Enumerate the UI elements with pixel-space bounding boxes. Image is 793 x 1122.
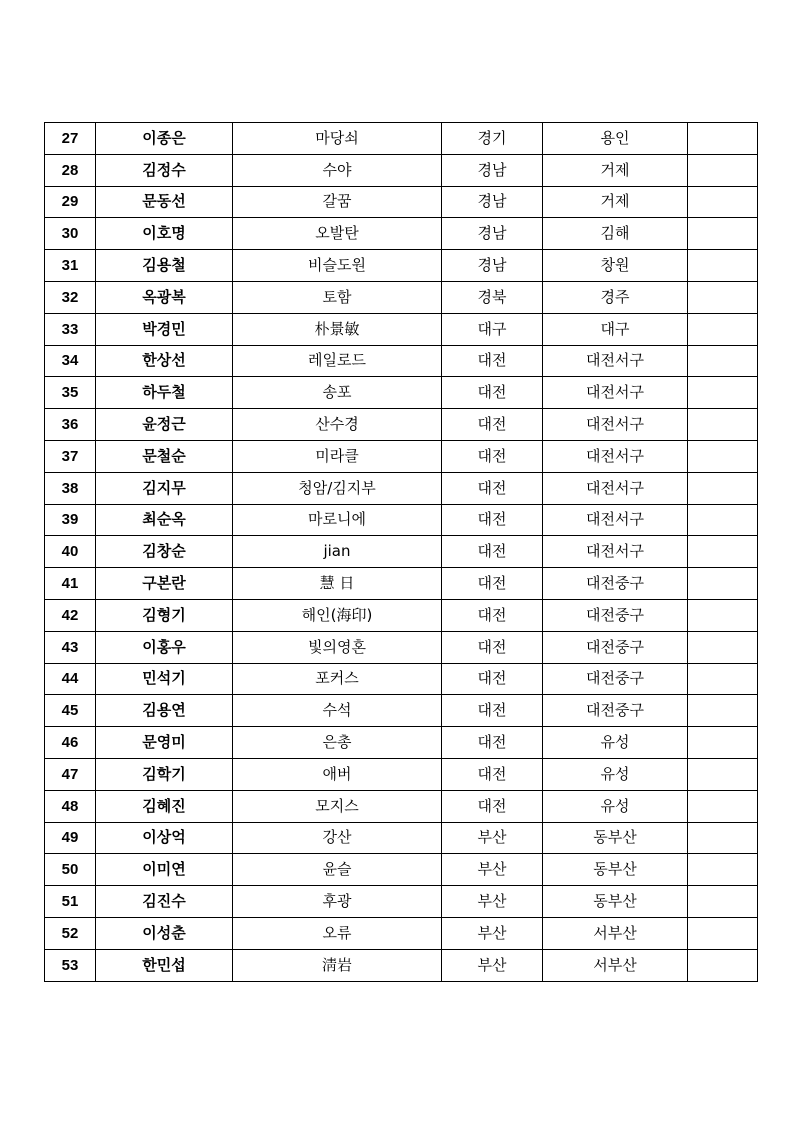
roster-sheet [44,122,758,982]
row-number-cell: 45 [45,695,96,727]
region-cell: 대전 [442,440,543,472]
city-cell: 대전서구 [543,377,688,409]
shop-name-cell: 오발탄 [233,218,442,250]
note-cell [688,536,758,568]
table-row [45,949,758,981]
table-row [45,727,758,759]
row-number-cell: 42 [45,599,96,631]
shop-name-cell: 慧 日 [233,568,442,600]
note-cell [688,281,758,313]
member-name-cell: 이성춘 [96,917,233,949]
member-name-cell: 문영미 [96,727,233,759]
table-row [45,123,758,155]
member-name-cell: 김정수 [96,154,233,186]
table-row [45,695,758,727]
shop-name-cell: jian [233,536,442,568]
region-cell: 경남 [442,186,543,218]
note-cell [688,790,758,822]
shop-name-cell: 淸岩 [233,949,442,981]
region-cell: 부산 [442,854,543,886]
city-cell: 유성 [543,758,688,790]
city-cell: 경주 [543,281,688,313]
city-cell: 대전서구 [543,440,688,472]
city-cell: 대전중구 [543,631,688,663]
city-cell: 서부산 [543,917,688,949]
note-cell [688,631,758,663]
row-number-cell: 29 [45,186,96,218]
shop-name-cell: 朴景敏 [233,313,442,345]
city-cell: 김해 [543,218,688,250]
row-number-cell: 47 [45,758,96,790]
table-row [45,854,758,886]
region-cell: 경기 [442,123,543,155]
member-name-cell: 이종은 [96,123,233,155]
roster-table [44,122,758,982]
member-name-cell: 김용연 [96,695,233,727]
city-cell: 대전서구 [543,345,688,377]
note-cell [688,123,758,155]
table-row [45,377,758,409]
shop-name-cell: 송포 [233,377,442,409]
city-cell: 유성 [543,727,688,759]
table-row [45,631,758,663]
table-row [45,790,758,822]
city-cell: 거제 [543,154,688,186]
note-cell [688,727,758,759]
member-name-cell: 최순옥 [96,504,233,536]
region-cell: 부산 [442,886,543,918]
note-cell [688,313,758,345]
region-cell: 대구 [442,313,543,345]
note-cell [688,345,758,377]
note-cell [688,663,758,695]
city-cell: 대전서구 [543,536,688,568]
table-row [45,345,758,377]
note-cell [688,377,758,409]
note-cell [688,472,758,504]
member-name-cell: 김용철 [96,250,233,282]
member-name-cell: 김진수 [96,886,233,918]
note-cell [688,218,758,250]
note-cell [688,154,758,186]
region-cell: 부산 [442,822,543,854]
table-row [45,250,758,282]
note-cell [688,758,758,790]
row-number-cell: 32 [45,281,96,313]
note-cell [688,822,758,854]
table-row [45,440,758,472]
table-row [45,186,758,218]
row-number-cell: 28 [45,154,96,186]
member-name-cell: 한민섭 [96,949,233,981]
shop-name-cell: 후광 [233,886,442,918]
region-cell: 대전 [442,695,543,727]
member-name-cell: 구본란 [96,568,233,600]
table-row [45,536,758,568]
city-cell: 대전중구 [543,599,688,631]
row-number-cell: 40 [45,536,96,568]
note-cell [688,599,758,631]
shop-name-cell: 수석 [233,695,442,727]
shop-name-cell: 미라클 [233,440,442,472]
member-name-cell: 이상억 [96,822,233,854]
region-cell: 대전 [442,345,543,377]
table-row [45,758,758,790]
member-name-cell: 이홍우 [96,631,233,663]
table-row [45,154,758,186]
region-cell: 대전 [442,599,543,631]
city-cell: 대전중구 [543,568,688,600]
row-number-cell: 50 [45,854,96,886]
member-name-cell: 김형기 [96,599,233,631]
note-cell [688,886,758,918]
region-cell: 대전 [442,504,543,536]
row-number-cell: 41 [45,568,96,600]
row-number-cell: 33 [45,313,96,345]
shop-name-cell: 비슬도원 [233,250,442,282]
member-name-cell: 하두철 [96,377,233,409]
city-cell: 창원 [543,250,688,282]
row-number-cell: 39 [45,504,96,536]
region-cell: 대전 [442,631,543,663]
row-number-cell: 34 [45,345,96,377]
table-row [45,917,758,949]
region-cell: 경남 [442,250,543,282]
note-cell [688,440,758,472]
roster-body [45,123,758,982]
city-cell: 동부산 [543,886,688,918]
city-cell: 거제 [543,186,688,218]
shop-name-cell: 레일로드 [233,345,442,377]
region-cell: 경남 [442,154,543,186]
table-row [45,218,758,250]
shop-name-cell: 마당쇠 [233,123,442,155]
row-number-cell: 35 [45,377,96,409]
city-cell: 대구 [543,313,688,345]
note-cell [688,409,758,441]
city-cell: 서부산 [543,949,688,981]
member-name-cell: 민석기 [96,663,233,695]
shop-name-cell: 애버 [233,758,442,790]
region-cell: 대전 [442,663,543,695]
member-name-cell: 윤정근 [96,409,233,441]
row-number-cell: 53 [45,949,96,981]
row-number-cell: 44 [45,663,96,695]
table-row [45,504,758,536]
region-cell: 대전 [442,790,543,822]
row-number-cell: 46 [45,727,96,759]
note-cell [688,949,758,981]
row-number-cell: 49 [45,822,96,854]
city-cell: 대전서구 [543,409,688,441]
member-name-cell: 이호명 [96,218,233,250]
note-cell [688,854,758,886]
member-name-cell: 김혜진 [96,790,233,822]
shop-name-cell: 해인(海印) [233,599,442,631]
row-number-cell: 43 [45,631,96,663]
member-name-cell: 옥광복 [96,281,233,313]
row-number-cell: 36 [45,409,96,441]
region-cell: 경남 [442,218,543,250]
shop-name-cell: 빛의영혼 [233,631,442,663]
note-cell [688,186,758,218]
shop-name-cell: 갈꿈 [233,186,442,218]
table-row [45,472,758,504]
row-number-cell: 37 [45,440,96,472]
region-cell: 대전 [442,409,543,441]
note-cell [688,568,758,600]
member-name-cell: 이미연 [96,854,233,886]
region-cell: 대전 [442,727,543,759]
shop-name-cell: 모지스 [233,790,442,822]
member-name-cell: 문동선 [96,186,233,218]
table-row [45,663,758,695]
region-cell: 대전 [442,758,543,790]
row-number-cell: 31 [45,250,96,282]
region-cell: 대전 [442,472,543,504]
region-cell: 대전 [442,536,543,568]
region-cell: 대전 [442,568,543,600]
member-name-cell: 김학기 [96,758,233,790]
shop-name-cell: 포커스 [233,663,442,695]
shop-name-cell: 오류 [233,917,442,949]
row-number-cell: 51 [45,886,96,918]
shop-name-cell: 윤슬 [233,854,442,886]
city-cell: 동부산 [543,854,688,886]
city-cell: 대전서구 [543,504,688,536]
table-row [45,886,758,918]
shop-name-cell: 강산 [233,822,442,854]
note-cell [688,504,758,536]
city-cell: 동부산 [543,822,688,854]
member-name-cell: 문철순 [96,440,233,472]
table-row [45,599,758,631]
row-number-cell: 48 [45,790,96,822]
table-row [45,568,758,600]
table-row [45,822,758,854]
city-cell: 용인 [543,123,688,155]
table-row [45,409,758,441]
note-cell [688,695,758,727]
shop-name-cell: 청암/김지부 [233,472,442,504]
member-name-cell: 한상선 [96,345,233,377]
region-cell: 부산 [442,949,543,981]
note-cell [688,250,758,282]
city-cell: 유성 [543,790,688,822]
city-cell: 대전중구 [543,695,688,727]
note-cell [688,917,758,949]
member-name-cell: 박경민 [96,313,233,345]
member-name-cell: 김창순 [96,536,233,568]
row-number-cell: 30 [45,218,96,250]
region-cell: 대전 [442,377,543,409]
row-number-cell: 38 [45,472,96,504]
row-number-cell: 52 [45,917,96,949]
table-row [45,313,758,345]
shop-name-cell: 은총 [233,727,442,759]
region-cell: 경북 [442,281,543,313]
shop-name-cell: 마로니에 [233,504,442,536]
table-row [45,281,758,313]
shop-name-cell: 수야 [233,154,442,186]
city-cell: 대전중구 [543,663,688,695]
region-cell: 부산 [442,917,543,949]
shop-name-cell: 산수경 [233,409,442,441]
city-cell: 대전서구 [543,472,688,504]
row-number-cell: 27 [45,123,96,155]
shop-name-cell: 토함 [233,281,442,313]
member-name-cell: 김지무 [96,472,233,504]
